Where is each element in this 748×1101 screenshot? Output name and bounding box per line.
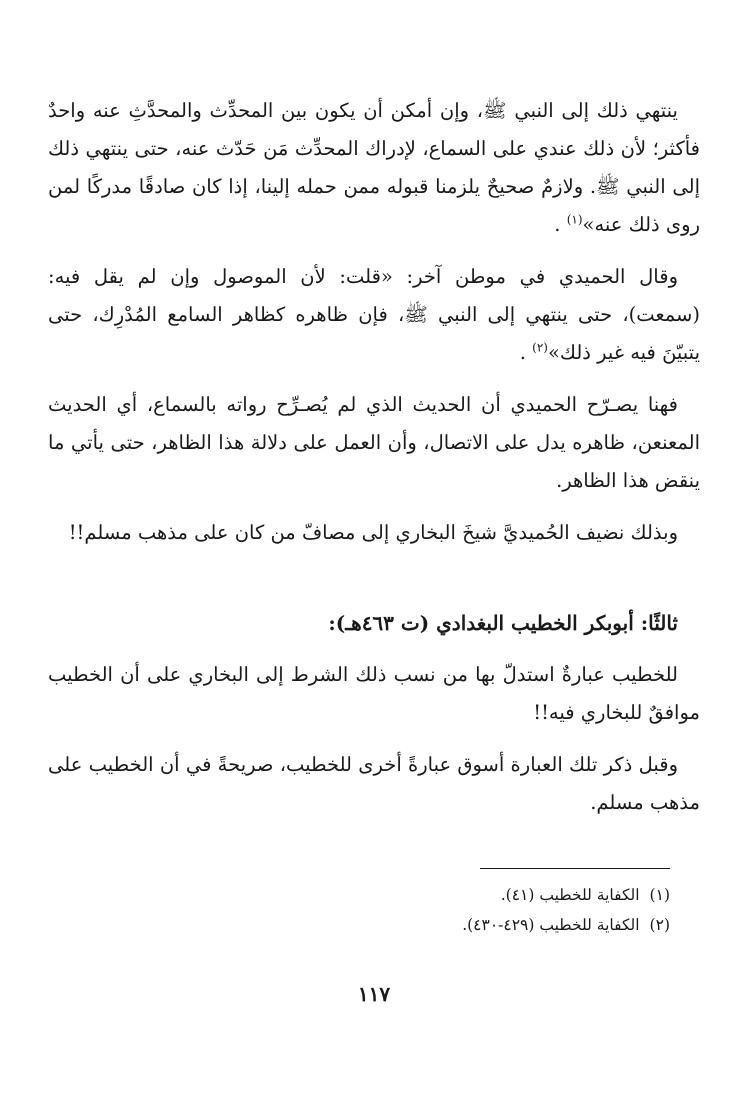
paragraph-khatib-another: وقبل ذكر تلك العبارة أسوق عبارةً أخرى للخطيب، صريحةً في أن الخطيب على مذهب مسلم. (48, 753, 700, 814)
paragraph-hadith-chain (48, 92, 700, 244)
paragraph-khatib-statement: للخطيب عبارةٌ استدلّ بها من نسب ذلك الشرط إلى البخاري على أن الخطيب موافقٌ للبخاري فيه!! (48, 663, 700, 724)
section-heading-label: ثالثًا: (640, 611, 678, 635)
footnote-item (70, 910, 670, 940)
section-heading-title: أبوبكر الخطيب البغدادي (ت ٤٦٣هـ): (328, 611, 634, 635)
footnote-number: (٢) (649, 916, 670, 934)
paragraph-text: ينتهي ذلك إلى النبي ﷺ، وإن أمكن أن يكون بين المحدِّث والمحدَّثِ عنه واحدٌ فأكثر؛ لأن ذلك عندي على السماع، لإدراك المحدِّث مَن حَدّث عنه، حتى ينتهي ذلك إلى النبي ﷺ. ولازمٌ صحيحٌ يلزمنا قبوله ممن حمله إلينا، إذا كان صادقًا مدركًا لمن روى ذلك عنه» (48, 99, 700, 236)
paragraph-muanan: فهنا يصـرّح الحميدي أن الحديث الذي لم يُصـرِّح رواته بالسماع، أي الحديث المعنعن، ظاهره يدل على الاتصال، وأن العمل على دلالة هذا الظاهر، حتى يأتي ما ينقض هذا الظاهر. (48, 393, 700, 492)
footnote-text: الكفاية للخطيب (٤٢٩-٤٣٠). (462, 916, 640, 934)
footnote-ref-2[interactable]: (٢) (532, 340, 548, 355)
paragraph-text: وقال الحميدي في موطن آخر: «قلت: لأن الموصول وإن لم يقل فيه: (سمعت)، حتى ينتهي إلى النبي ﷺ، فإن ظاهره كظاهر السامع المُدْرِك، حتى يتبيّنَ فيه غير ذلك» (48, 265, 700, 364)
footnote-ref-1[interactable]: (١) (566, 212, 583, 227)
paragraph-end-mark: . (554, 213, 561, 236)
footnote-item (70, 880, 670, 910)
page-number: ١١٧ (357, 982, 391, 1006)
footnote-divider (480, 868, 670, 869)
paragraph-end-mark: . (519, 341, 526, 364)
footnote-text: الكفاية للخطيب (٤١). (500, 886, 640, 904)
footnotes (70, 880, 670, 940)
section-heading (48, 604, 678, 642)
paragraph-conclusion: وبذلك نضيف الحُميديَّ شيخَ البخاري إلى مصافّ من كان على مذهب مسلم!! (68, 521, 678, 544)
paragraph-humaydi-quote (48, 258, 700, 372)
footnote-number: (١) (649, 886, 670, 904)
page-body (48, 92, 700, 836)
